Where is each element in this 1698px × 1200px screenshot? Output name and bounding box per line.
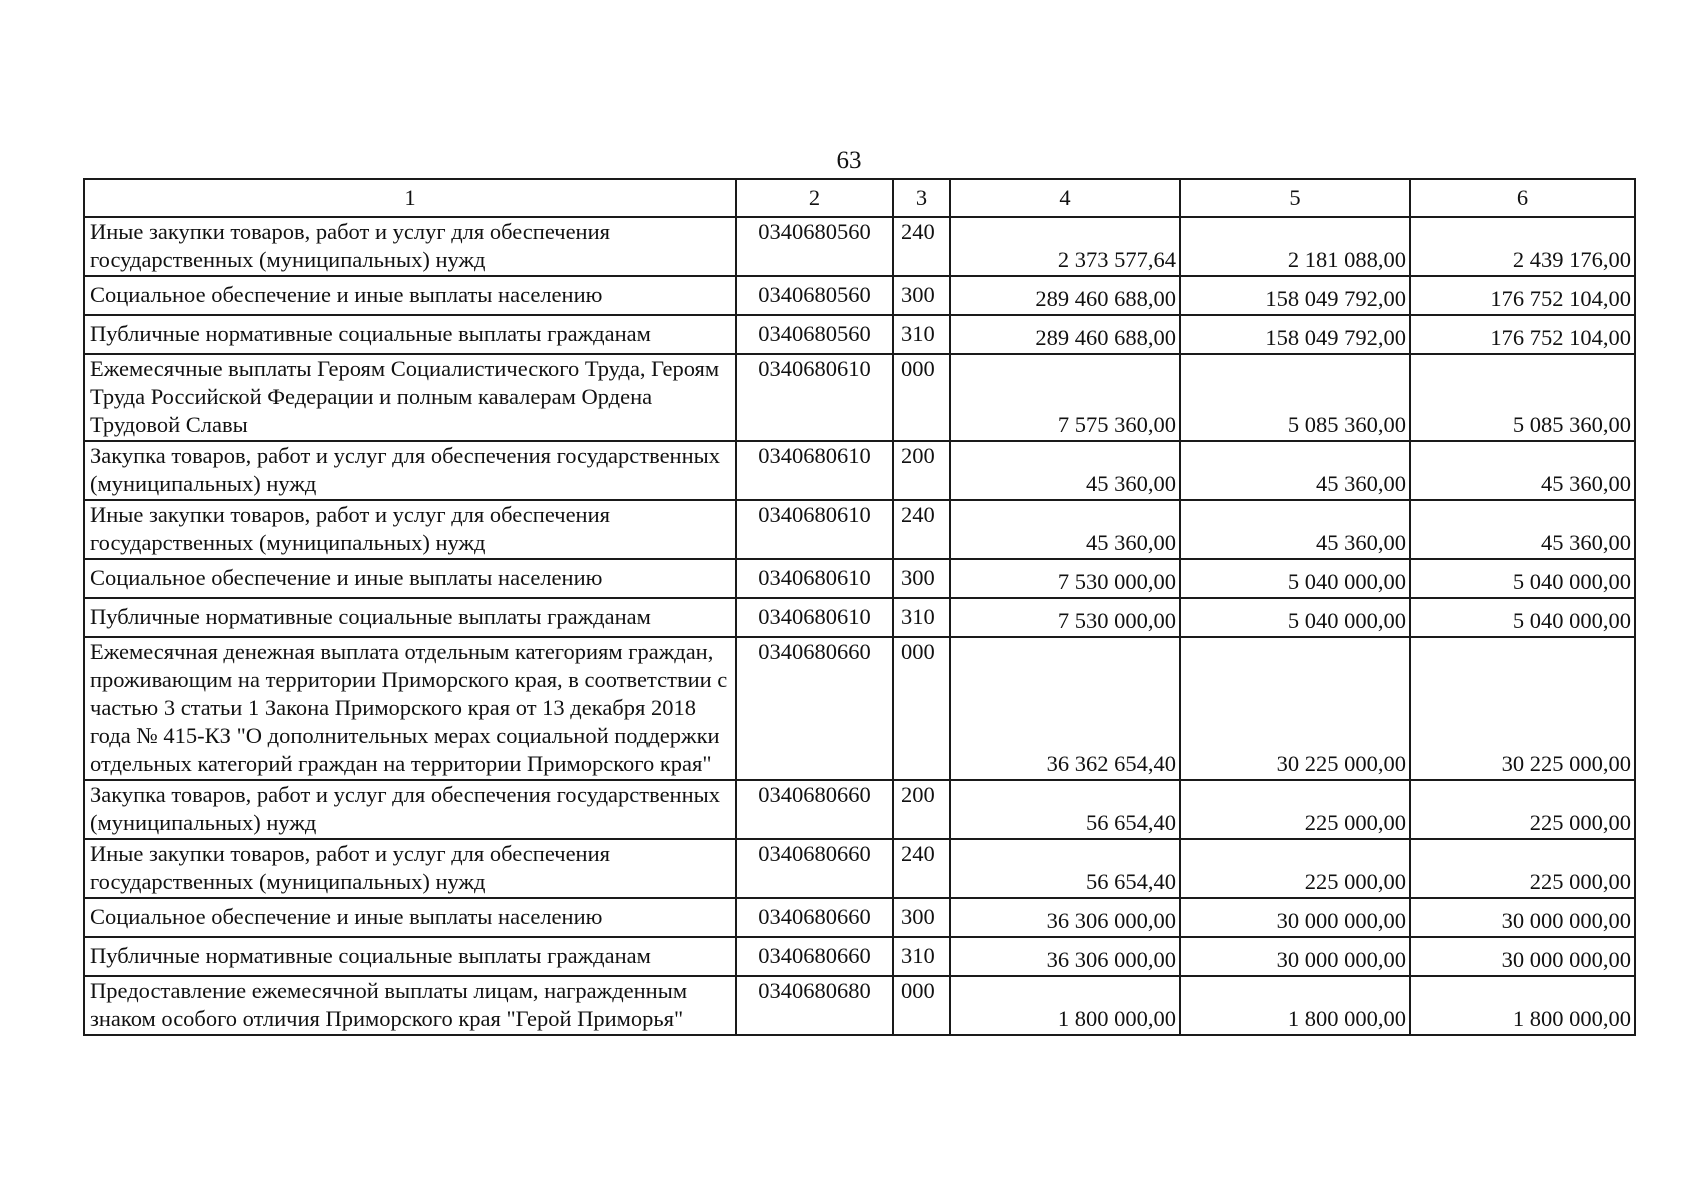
amount-col4-cell: 2 373 577,64	[950, 217, 1180, 276]
amount-col4-cell: 36 306 000,00	[950, 937, 1180, 976]
expense-name-cell: Ежемесячная денежная выплата отдельным категориям граждан, проживающим на территории Приморского края, в соответствии с частью 3 статьи 1 Закона Приморского края от 13 декабря 2018 года № 415-КЗ "О дополнительных мерах социальной поддержки отдельных категорий граждан на территории Приморского края"	[84, 637, 736, 780]
amount-col5-cell: 225 000,00	[1180, 839, 1410, 898]
expense-type-cell: 310	[893, 937, 950, 976]
expense-name-cell: Закупка товаров, работ и услуг для обеспечения государственных (муниципальных) нужд	[84, 441, 736, 500]
table-row	[84, 441, 1635, 500]
column-header: 3	[893, 179, 950, 217]
expense-type-cell: 000	[893, 637, 950, 780]
table-row	[84, 898, 1635, 937]
amount-col6-cell: 5 040 000,00	[1410, 598, 1635, 637]
amount-col4-cell: 36 306 000,00	[950, 898, 1180, 937]
column-header: 2	[736, 179, 893, 217]
target-code-cell: 0340680560	[736, 217, 893, 276]
expense-name-cell: Предоставление ежемесячной выплаты лицам, награжденным знаком особого отличия Приморского края "Герой Приморья"	[84, 976, 736, 1035]
amount-col5-cell: 158 049 792,00	[1180, 276, 1410, 315]
amount-col4-cell: 289 460 688,00	[950, 276, 1180, 315]
expense-type-cell: 300	[893, 559, 950, 598]
amount-col6-cell: 176 752 104,00	[1410, 276, 1635, 315]
amount-col6-cell: 2 439 176,00	[1410, 217, 1635, 276]
expense-name-cell: Иные закупки товаров, работ и услуг для обеспечения государственных (муниципальных) нужд	[84, 839, 736, 898]
target-code-cell: 0340680610	[736, 441, 893, 500]
amount-col4-cell: 289 460 688,00	[950, 315, 1180, 354]
expense-name-cell: Закупка товаров, работ и услуг для обеспечения государственных (муниципальных) нужд	[84, 780, 736, 839]
amount-col4-cell: 1 800 000,00	[950, 976, 1180, 1035]
expense-name-cell: Публичные нормативные социальные выплаты гражданам	[84, 315, 736, 354]
table-row	[84, 780, 1635, 839]
expense-name-cell: Социальное обеспечение и иные выплаты населению	[84, 276, 736, 315]
expense-type-cell: 000	[893, 976, 950, 1035]
amount-col5-cell: 1 800 000,00	[1180, 976, 1410, 1035]
amount-col5-cell: 5 040 000,00	[1180, 559, 1410, 598]
table-row	[84, 637, 1635, 780]
column-header: 5	[1180, 179, 1410, 217]
amount-col4-cell: 45 360,00	[950, 500, 1180, 559]
target-code-cell: 0340680660	[736, 937, 893, 976]
target-code-cell: 0340680610	[736, 500, 893, 559]
amount-col5-cell: 2 181 088,00	[1180, 217, 1410, 276]
amount-col6-cell: 225 000,00	[1410, 780, 1635, 839]
expense-name-cell: Иные закупки товаров, работ и услуг для обеспечения государственных (муниципальных) нужд	[84, 217, 736, 276]
amount-col4-cell: 56 654,40	[950, 839, 1180, 898]
expense-name-cell: Иные закупки товаров, работ и услуг для обеспечения государственных (муниципальных) нужд	[84, 500, 736, 559]
expense-type-cell: 300	[893, 898, 950, 937]
amount-col4-cell: 7 575 360,00	[950, 354, 1180, 441]
expense-type-cell: 200	[893, 780, 950, 839]
expense-type-cell: 000	[893, 354, 950, 441]
expense-name-cell: Публичные нормативные социальные выплаты гражданам	[84, 937, 736, 976]
expense-type-cell: 300	[893, 276, 950, 315]
target-code-cell: 0340680610	[736, 598, 893, 637]
expense-type-cell: 200	[893, 441, 950, 500]
table-row	[84, 315, 1635, 354]
expense-name-cell: Социальное обеспечение и иные выплаты населению	[84, 559, 736, 598]
amount-col5-cell: 45 360,00	[1180, 441, 1410, 500]
target-code-cell: 0340680560	[736, 276, 893, 315]
amount-col6-cell: 45 360,00	[1410, 500, 1635, 559]
table-row	[84, 500, 1635, 559]
table-row	[84, 937, 1635, 976]
amount-col5-cell: 5 085 360,00	[1180, 354, 1410, 441]
target-code-cell: 0340680610	[736, 354, 893, 441]
table-row	[84, 276, 1635, 315]
column-header: 6	[1410, 179, 1635, 217]
target-code-cell: 0340680660	[736, 637, 893, 780]
target-code-cell: 0340680660	[736, 839, 893, 898]
amount-col5-cell: 225 000,00	[1180, 780, 1410, 839]
amount-col6-cell: 5 085 360,00	[1410, 354, 1635, 441]
amount-col6-cell: 5 040 000,00	[1410, 559, 1635, 598]
amount-col4-cell: 7 530 000,00	[950, 598, 1180, 637]
expense-type-cell: 240	[893, 217, 950, 276]
expense-type-cell: 310	[893, 315, 950, 354]
table-row	[84, 559, 1635, 598]
amount-col4-cell: 45 360,00	[950, 441, 1180, 500]
amount-col5-cell: 30 225 000,00	[1180, 637, 1410, 780]
amount-col4-cell: 7 530 000,00	[950, 559, 1180, 598]
table-row	[84, 976, 1635, 1035]
target-code-cell: 0340680560	[736, 315, 893, 354]
expense-name-cell: Социальное обеспечение и иные выплаты населению	[84, 898, 736, 937]
amount-col6-cell: 30 000 000,00	[1410, 898, 1635, 937]
page-number: 63	[836, 147, 862, 174]
amount-col4-cell: 56 654,40	[950, 780, 1180, 839]
amount-col6-cell: 176 752 104,00	[1410, 315, 1635, 354]
amount-col5-cell: 158 049 792,00	[1180, 315, 1410, 354]
table-row	[84, 598, 1635, 637]
amount-col5-cell: 5 040 000,00	[1180, 598, 1410, 637]
amount-col5-cell: 45 360,00	[1180, 500, 1410, 559]
amount-col6-cell: 225 000,00	[1410, 839, 1635, 898]
table-row	[84, 217, 1635, 276]
target-code-cell: 0340680660	[736, 898, 893, 937]
column-header: 4	[950, 179, 1180, 217]
budget-table	[83, 178, 1636, 1036]
table-header-row	[84, 179, 1635, 217]
target-code-cell: 0340680680	[736, 976, 893, 1035]
table-row	[84, 354, 1635, 441]
amount-col6-cell: 45 360,00	[1410, 441, 1635, 500]
amount-col6-cell: 30 000 000,00	[1410, 937, 1635, 976]
target-code-cell: 0340680660	[736, 780, 893, 839]
table-row	[84, 839, 1635, 898]
expense-name-cell: Ежемесячные выплаты Героям Социалистического Труда, Героям Труда Российской Федерации и полным кавалерам Ордена Трудовой Славы	[84, 354, 736, 441]
amount-col6-cell: 30 225 000,00	[1410, 637, 1635, 780]
expense-type-cell: 240	[893, 839, 950, 898]
amount-col5-cell: 30 000 000,00	[1180, 898, 1410, 937]
target-code-cell: 0340680610	[736, 559, 893, 598]
amount-col5-cell: 30 000 000,00	[1180, 937, 1410, 976]
expense-name-cell: Публичные нормативные социальные выплаты гражданам	[84, 598, 736, 637]
column-header: 1	[84, 179, 736, 217]
amount-col4-cell: 36 362 654,40	[950, 637, 1180, 780]
expense-type-cell: 240	[893, 500, 950, 559]
amount-col6-cell: 1 800 000,00	[1410, 976, 1635, 1035]
expense-type-cell: 310	[893, 598, 950, 637]
